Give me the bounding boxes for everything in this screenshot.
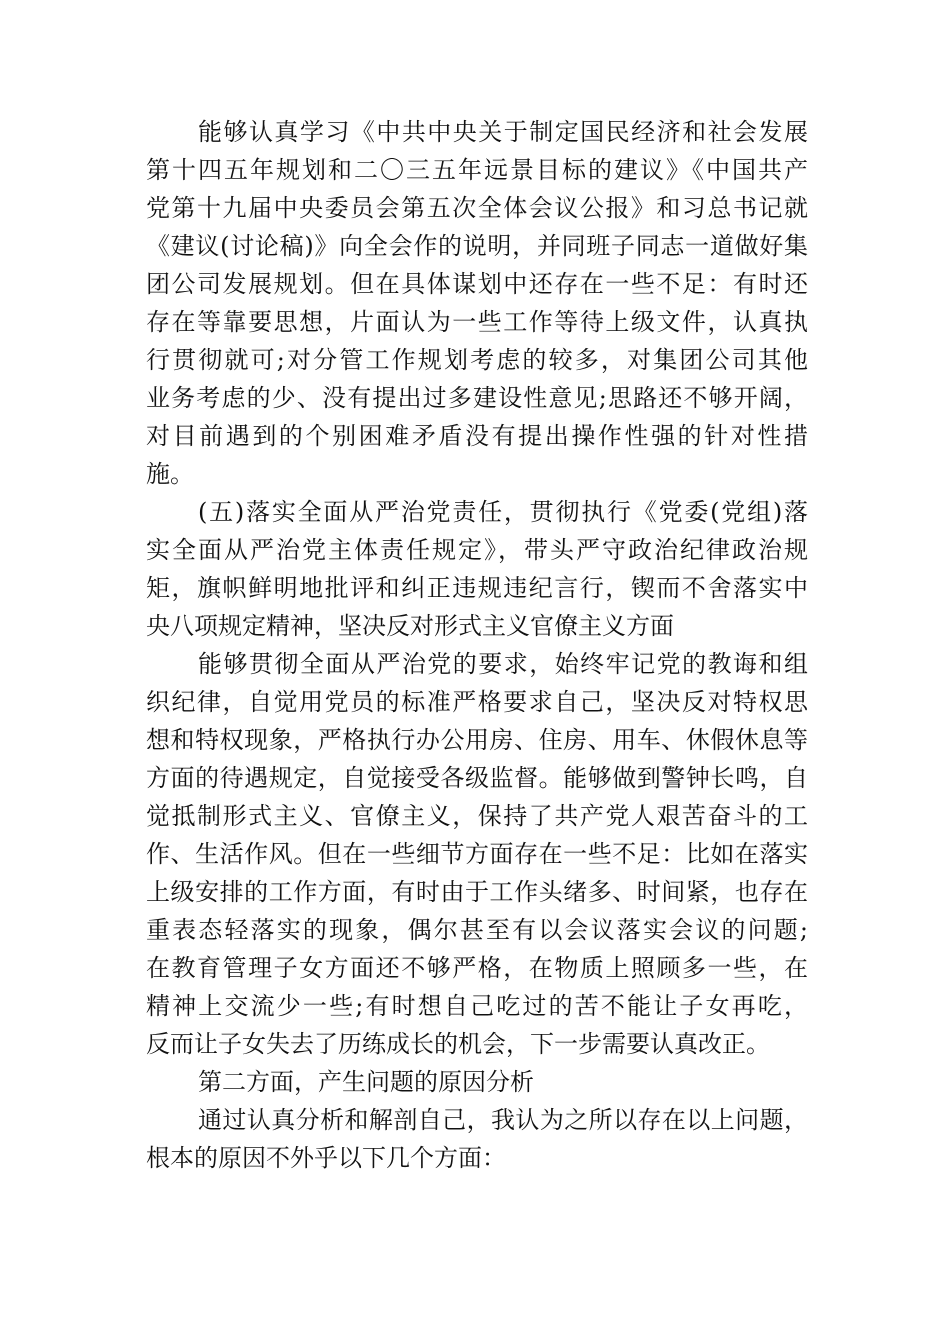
section-heading-cause-analysis: [146, 1063, 808, 1101]
text-line: 作、生活作风。但在一些细节方面存在一些不足：比如在落实: [146, 840, 808, 868]
text-line: 在教育管理子女方面还不够严格，在物质上照顾多一些，在: [146, 954, 808, 982]
paragraph-section-five-heading: [146, 493, 808, 645]
paragraph-discipline: [146, 645, 808, 1063]
text-line: 存在等靠要思想，片面认为一些工作等待上级文件，认真执: [146, 308, 808, 336]
text-line: 党第十九届中央委员会第五次全体会议公报》和习总书记就: [146, 194, 808, 222]
text-line: 觉抵制形式主义、官僚主义，保持了共产党人艰苦奋斗的工: [146, 802, 808, 830]
text-line: 重表态轻落实的现象，偶尔甚至有以会议落实会议的问题;: [146, 916, 808, 944]
text-line: 业务考虑的少、没有提出过多建设性意见;思路还不够开阔，: [146, 384, 808, 412]
text-line: (五)落实全面从严治党责任，贯彻执行《党委(党组)落: [198, 498, 808, 526]
document-page: [146, 113, 808, 1177]
text-line: 央八项规定精神，坚决反对形式主义官僚主义方面: [146, 612, 674, 640]
paragraph-cause-intro: [146, 1101, 808, 1177]
text-line: 实全面从严治党主体责任规定》，带头严守政治纪律政治规: [146, 536, 808, 564]
text-line: 精神上交流少一些;有时想自己吃过的苦不能让子女再吃，: [146, 992, 808, 1020]
text-line: 上级安排的工作方面，有时由于工作头绪多、时间紧，也存在: [146, 878, 808, 906]
text-line: 能够认真学习《中共中央关于制定国民经济和社会发展: [198, 118, 808, 146]
text-line: 团公司发展规划。但在具体谋划中还存在一些不足：有时还: [146, 270, 808, 298]
text-line: 方面的待遇规定，自觉接受各级监督。能够做到警钟长鸣，自: [146, 764, 808, 792]
text-line: 根本的原因不外乎以下几个方面：: [146, 1144, 506, 1172]
text-line: 第二方面，产生问题的原因分析: [198, 1068, 534, 1096]
text-line: 行贯彻就可;对分管工作规划考虑的较多，对集团公司其他: [146, 346, 808, 374]
paragraph-planning: [146, 113, 808, 493]
text-line: 能够贯彻全面从严治党的要求，始终牢记党的教诲和组: [198, 650, 808, 678]
text-line: 织纪律，自觉用党员的标准严格要求自己，坚决反对特权思: [146, 688, 808, 716]
text-line: 反而让子女失去了历练成长的机会，下一步需要认真改正。: [146, 1030, 770, 1058]
text-line: 第十四五年规划和二〇三五年远景目标的建议》《中国共产: [146, 156, 808, 184]
text-line: 对目前遇到的个别困难矛盾没有提出操作性强的针对性措: [146, 422, 808, 450]
text-line: 施。: [146, 460, 194, 488]
text-line: 想和特权现象，严格执行办公用房、住房、用车、休假休息等: [146, 726, 808, 754]
text-line: 矩，旗帜鲜明地批评和纠正违规违纪言行，锲而不舍落实中: [146, 574, 808, 602]
text-line: 通过认真分析和解剖自己，我认为之所以存在以上问题，: [198, 1106, 808, 1134]
text-line: 《建议(讨论稿)》向全会作的说明，并同班子同志一道做好集: [146, 232, 808, 260]
